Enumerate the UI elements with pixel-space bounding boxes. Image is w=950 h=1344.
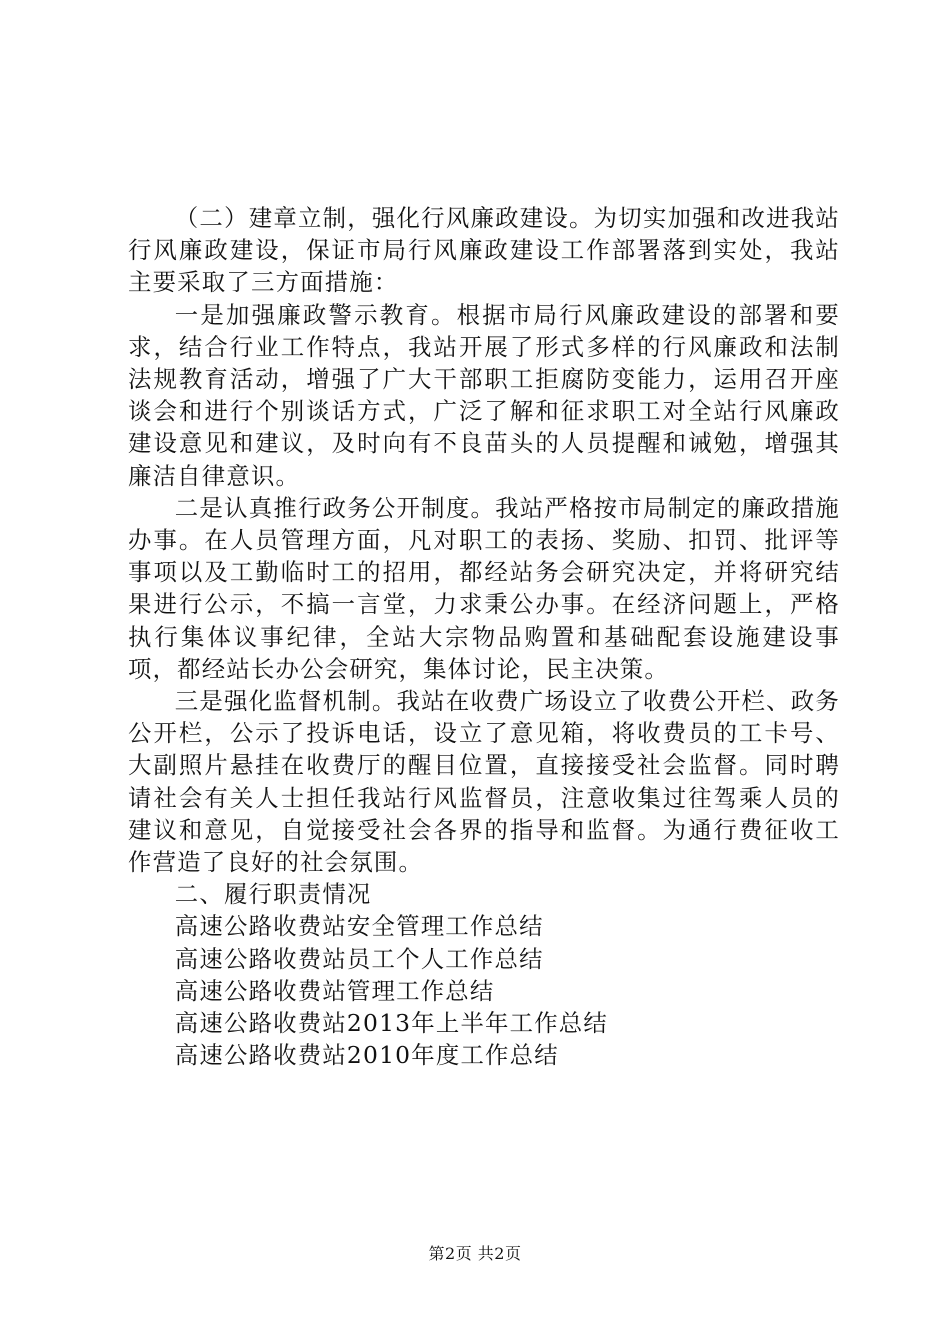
related-title: 高速公路收费站管理工作总结 <box>174 976 495 1005</box>
paragraph-supervision: 三是强化监督机制。我站在收费广场设立了收费公开栏、政务公开栏，公示了投诉电话，设立了意见箱，将收费员的工卡号、大副照片悬挂在收费厅的醒目位置，直接接受社会监督。同时聘请社会有关人士担任我站行风监督员，注意收集过往驾乘人员的建议和意见，自觉接受社会各界的指导和监督。为通行费征收工作营造了良好的社会氛围。 <box>128 687 840 877</box>
related-title: 高速公路收费站安全管理工作总结 <box>174 912 544 941</box>
paragraph-affairs-openness: 二是认真推行政务公开制度。我站严格按市局制定的廉政措施办事。在人员管理方面，凡对职工的表扬、奖励、扣罚、批评等事项以及工勤临时工的招用，都经站务会研究决定，并将研究结果进行公示，不搞一言堂，力求秉公办事。在经济问题上，严格执行集体议事纪律，全站大宗物品购置和基础配套设施建设事项，都经站长办公会研究，集体讨论，民主决策。 <box>128 493 840 683</box>
section-heading: 二、履行职责情况 <box>174 880 372 909</box>
related-title: 高速公路收费站2010年度工作总结 <box>174 1041 559 1070</box>
document-body <box>128 202 840 1071</box>
related-title: 高速公路收费站员工个人工作总结 <box>174 944 544 973</box>
paragraph-measures-intro: （二）建章立制，强化行风廉政建设。为切实加强和改进我站行风廉政建设，保证市局行风廉政建设工作部署落到实处，我站主要采取了三方面措施： <box>128 204 840 297</box>
page-footer: 第2页 共2页 <box>428 1244 522 1263</box>
paragraph-warning-education: 一是加强廉政警示教育。根据市局行风廉政建设的部署和要求，结合行业工作特点，我站开展了形式多样的行风廉政和法制法规教育活动，增强了广大干部职工拒腐防变能力，运用召开座谈会和进行个别谈话方式，广泛了解和征求职工对全站行风廉政建设意见和建议，及时向有不良苗头的人员提醒和诫勉，增强其廉洁自律意识。 <box>128 300 840 490</box>
related-title: 高速公路收费站2013年上半年工作总结 <box>174 1009 608 1038</box>
